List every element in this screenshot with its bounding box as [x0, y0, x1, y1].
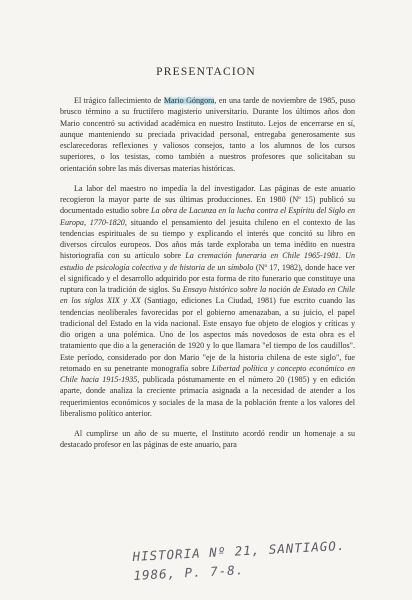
paragraph-2 [60, 183, 355, 419]
text-run: La labor del maestro no impedía la del investigador. Las páginas de este anuario recogieron la mayor parte de sus últimas producciones. En 1980 (Nº 15) publicó su documentado estudio sobre [60, 183, 355, 216]
text-run: El trágico fallecimiento de [74, 96, 164, 105]
paragraph-1 [60, 95, 355, 174]
italic-title: La cremación funeraria en Chile 1965-1981. Un estudio de psicología colectiva y de historia de un símbolo [60, 251, 355, 272]
body-text [60, 95, 355, 451]
text-run: , situando el pensamiento del jesuita chileno en el contexto de las tendencias espirituales de su tiempo y explicando el interés que concitó su libro en diversos círculos europeos. Dos años más tarde exploraba un tema inédito en nuestra historiografía con su artículo sobre [60, 217, 355, 261]
highlighted-name: Mario Góngora [163, 96, 215, 105]
text-run: Al cumplirse un año de su muerte, el Instituto acordó rendir un homenaje a su destacado profesor en las páginas de este anuario, para [60, 429, 355, 450]
text-run: (Santiago, ediciones La Ciudad, 1981) fue escrito cuando las tendencias neoliberales favorecidas por el gobierno amenazaban, a su juicio, el papel tradicional del Estado en la vida nacional. Este ensayo fue objeto de elogios y críticas y dio origen a una polémica. Uno de los aspectos más novedosos de esta obra es el tratamiento que dio a la generación de 1920 y lo que llamara "el tiempo de los caudillos". Este período, considerado por don Mario "eje de la historia chilena de este siglo", fue retomado en su penetrante monografía sobre [60, 296, 355, 373]
handwritten-line-1: HISTORIA Nº 21, SANTIAGO. [132, 537, 346, 564]
text-run: , en una tarde de noviembre de 1985, puso brusco término a su fructífero magisterio universitario. Durante los últimos años don Mario concentró su actividad académica en nuestro Instituto. Lejos de encerrarse en sí, aunque manteniendo su preciada privacidad personal, entregaba generosamente sus esclarecedoras reflexiones y valiosos consejos, tanto a los alumnos de los cursos superiores, o los tesistas, como también a nuestros profesores que solicitaban su orientación sobre las más diversas materias históricas. [60, 96, 355, 173]
italic-title: Libertad política y concepto económico en Chile hacia 1915-1935 [60, 363, 355, 384]
text-run: (Nº 17, 1982), donde hace ver el significado y el desarrollo adquirido por esta forma de rito funerario que constituye una ruptura con la tradición de siglos. Su [60, 262, 355, 294]
text-run: , publicada póstumamente en el número 20 (1985) y en edición aparte, donde analiza la creciente primacía asignada a la necesidad de atender a los requerimientos económicos y sociales de la masa de la población frente a los valores del liberalismo político anterior. [60, 375, 355, 418]
handwritten-line-2: 1986, P. 7-8. [133, 562, 245, 583]
italic-title: La obra de Lacunza en la lucha contra el Espíritu del Siglo en Europa, 1770-1820 [60, 206, 355, 227]
italic-title: Ensayo histórico sobre la noción de Estado en Chile en los siglos XIX y XX [60, 285, 355, 306]
handwritten-citation [132, 535, 364, 585]
page-title: PRESENTACION [156, 66, 256, 78]
paragraph-3 [60, 428, 355, 451]
